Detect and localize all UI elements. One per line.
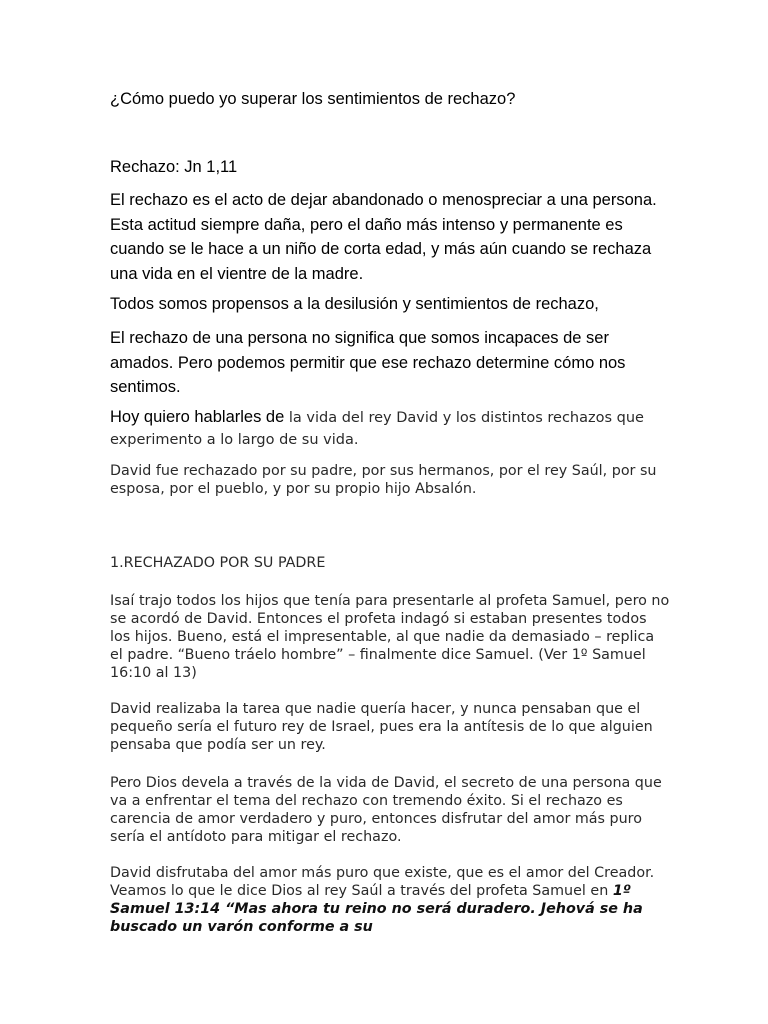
paragraph-isai: Isaí trajo todos los hijos que tenía para presentarle al profeta Samuel, pero no se acordó de David. Entonces el profeta indagó si estaban presentes todos los hijos. Bueno, está el impresentable, al que nadie da demasiado – replica el padre. “Bueno tráelo hombre” – finalmente dice Samuel. (Ver 1º Samuel 16:10 al 13)	[110, 593, 670, 681]
bible-quote: 1º Samuel 13:14 “Mas ahora tu reino no será duradero. Jehová se ha buscado un varón conforme a su	[110, 883, 643, 935]
paragraph-task: David realizaba la tarea que nadie quería hacer, y nunca pensaban que el pequeño sería el futuro rey de Israel, pues era la antítesis de lo que alguien pensaba que podía ser un rey.	[110, 701, 653, 753]
paragraph-pure-love	[110, 864, 670, 936]
scripture-reference: Rechazo: Jn 1,11	[110, 158, 238, 176]
section-heading: 1.RECHAZADO POR SU PADRE	[110, 555, 326, 571]
paragraph-not-unlovable: El rechazo de una persona no significa que somos incapaces de ser amados. Pero podemos permitir que ese rechazo determine cómo nos sentimos.	[110, 329, 626, 396]
pure-love-text: David disfrutaba del amor más puro que existe, que es el amor del Creador. Veamos lo que le dice Dios al rey Saúl a través del profeta Samuel en	[110, 865, 655, 899]
paragraph-definition: El rechazo es el acto de dejar abandonado o menospreciar a una persona. Esta actitud siempre daña, pero el daño más intenso y permanente es cuando se le hace a un niño de corta edad, y más aún cuando se rechaza una vida en el vientre de la madre.	[110, 191, 657, 283]
page-title: ¿Cómo puedo yo superar los sentimientos de rechazo?	[110, 90, 516, 108]
paragraph-rejections-list: David fue rechazado por su padre, por sus hermanos, por el rey Saúl, por su esposa, por el pueblo, y por su propio hijo Absalón.	[110, 463, 657, 497]
intro-rest-text: la vida del rey David y los distintos rechazos que experimento a lo largo de su vida.	[110, 410, 644, 448]
paragraph-propensity: Todos somos propensos a la desilusión y sentimientos de rechazo,	[110, 295, 599, 313]
paragraph-intro-david	[110, 406, 670, 451]
intro-lead-text: Hoy quiero hablarles de	[110, 408, 285, 426]
paragraph-secret: Pero Dios devela a través de la vida de David, el secreto de una persona que va a enfrentar el tema del rechazo con tremendo éxito. Si el rechazo es carencia de amor verdadero y puro, entonces disfrutar del amor más puro sería el antídoto para mitigar el rechazo.	[110, 775, 662, 845]
